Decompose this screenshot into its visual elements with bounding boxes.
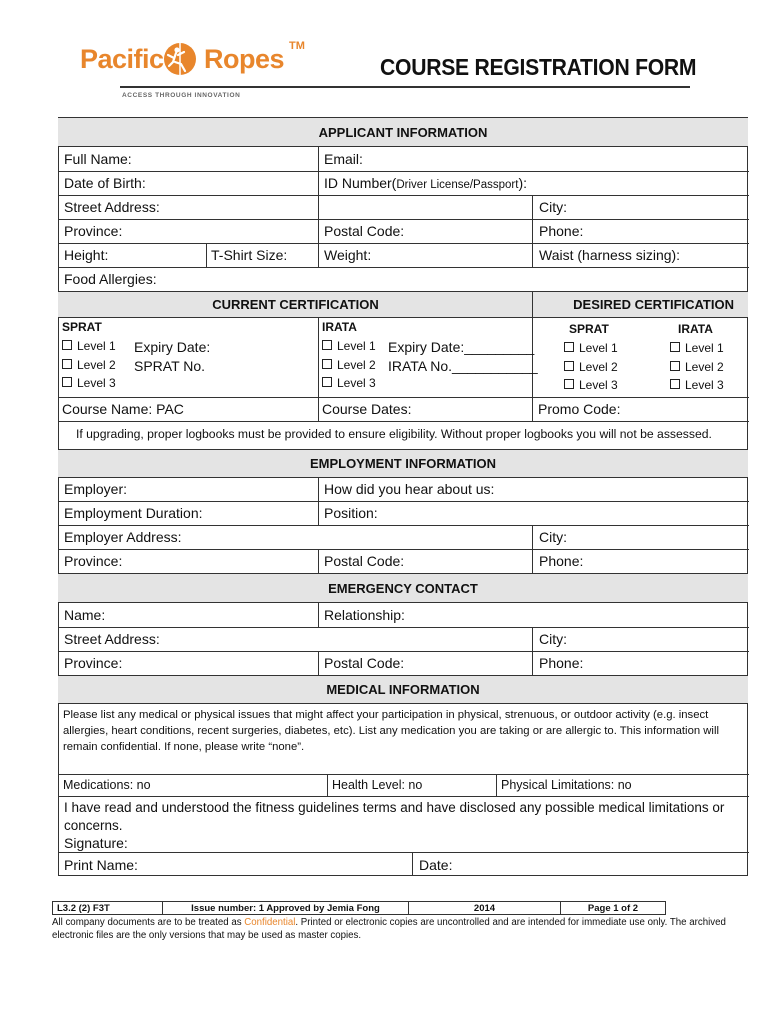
desired-sprat-level3-checkbox[interactable] — [564, 378, 618, 392]
waist-field[interactable]: Waist (harness sizing): — [539, 247, 681, 263]
medications-field[interactable]: Medications: no — [63, 778, 151, 792]
physical-limitations-field[interactable]: Physical Limitations: no — [501, 778, 632, 792]
street-address-field[interactable]: Street Address: — [64, 199, 160, 215]
applicant-heading: APPLICANT INFORMATION — [58, 118, 748, 147]
current-sprat-level3-checkbox[interactable] — [62, 376, 116, 390]
emergency-city-field[interactable]: City: — [539, 631, 567, 647]
checkbox-icon — [62, 377, 72, 387]
height-field[interactable]: Height: — [64, 247, 109, 263]
level2-label: Level 2 — [77, 358, 116, 372]
page-number: Page 1 of 2 — [587, 902, 639, 914]
emergency-relationship-field[interactable]: Relationship: — [324, 607, 405, 623]
level3-label: Level 3 — [337, 376, 376, 390]
level3-label: Level 3 — [685, 378, 724, 392]
weight-field[interactable]: Weight: — [324, 247, 372, 263]
medical-instructions: Please list any medical or physical issues that might affect your participation in physical, strenuous, or outdoor activity (e.g. insect allergies, heart conditions, recent surgeries, diabetes, etc). List any medication you are taking or are allergic to. This information will remain confidential. If none, please write “none”. — [63, 709, 719, 753]
id-number-hint: Driver License/Passport — [396, 179, 519, 191]
upgrade-note: If upgrading, proper logbooks must be provided to ensure eligibility. Without proper logbooks you will not be assessed. — [76, 427, 712, 441]
medical-heading: MEDICAL INFORMATION — [58, 675, 748, 704]
level2-label: Level 2 — [579, 360, 618, 374]
current-sprat-level1-checkbox[interactable] — [62, 339, 116, 353]
desired-irata-level2-checkbox[interactable] — [670, 360, 724, 374]
position-field[interactable]: Position: — [324, 505, 378, 521]
course-name-field[interactable]: Course Name: PAC — [62, 401, 184, 417]
province-field[interactable]: Province: — [64, 223, 123, 239]
checkbox-icon — [564, 379, 574, 389]
desired-irata-level1-checkbox[interactable] — [670, 341, 724, 355]
signature-field[interactable]: Signature: — [64, 835, 128, 851]
note-text-end: . Printed or electronic copies are uncontrolled and are intended for immediate use only. The archived electronic files are the only versions that may be used as master copies. — [52, 917, 726, 941]
checkbox-icon — [564, 342, 574, 352]
emergency-name-field[interactable]: Name: — [64, 607, 106, 623]
city-field[interactable]: City: — [539, 199, 567, 215]
checkbox-icon — [62, 359, 72, 369]
employer-field[interactable]: Employer: — [64, 481, 128, 497]
irata-expiry-date-field[interactable]: Expiry Date:_________ — [388, 339, 535, 355]
checkbox-icon — [322, 377, 332, 387]
employer-city-field[interactable]: City: — [539, 529, 567, 545]
sprat-number-field[interactable]: SPRAT No. — [134, 358, 206, 374]
desired-sprat-level2-checkbox[interactable] — [564, 360, 618, 374]
level1-label: Level 1 — [77, 339, 116, 353]
issue-number: Issue number: 1 Approved by Jemia Fong — [163, 902, 409, 914]
employer-postal-code-field[interactable]: Postal Code: — [324, 553, 405, 569]
food-allergies-field[interactable]: Food Allergies: — [64, 271, 157, 287]
issue-year: 2014 — [409, 902, 561, 914]
phone-field[interactable]: Phone: — [539, 223, 584, 239]
note-text: All company documents are to be treated as — [52, 917, 245, 928]
current-irata-level2-checkbox[interactable] — [322, 358, 376, 372]
emergency-heading: EMERGENCY CONTACT — [58, 573, 748, 603]
brand-name-pacific: Pacific — [80, 44, 164, 74]
trademark: TM — [289, 40, 305, 52]
title-divider — [120, 86, 690, 88]
employer-address-field[interactable]: Employer Address: — [64, 529, 182, 545]
id-number-end: ): — [518, 175, 527, 191]
level1-label: Level 1 — [579, 341, 618, 355]
id-number-field[interactable] — [324, 175, 527, 191]
employer-province-field[interactable]: Province: — [64, 553, 123, 569]
current-irata-level1-checkbox[interactable] — [322, 339, 376, 353]
desired-certification-heading: DESIRED CERTIFICATION — [532, 291, 748, 318]
level1-label: Level 1 — [337, 339, 376, 353]
course-dates-field[interactable]: Course Dates: — [322, 401, 412, 417]
confidential-word: Confidential — [244, 917, 296, 928]
employer-phone-field[interactable]: Phone: — [539, 553, 584, 569]
full-name-field[interactable]: Full Name: — [64, 151, 132, 167]
registration-form — [58, 117, 748, 876]
emergency-postal-code-field[interactable]: Postal Code: — [324, 655, 405, 671]
brand-tagline: ACCESS THROUGH INNOVATION — [122, 92, 241, 99]
date-field[interactable]: Date: — [419, 857, 453, 873]
desired-irata-label: IRATA — [678, 322, 713, 336]
heard-about-us-field[interactable]: How did you hear about us: — [324, 481, 495, 497]
checkbox-icon — [670, 342, 680, 352]
medical-declaration: I have read and understood the fitness guidelines terms and have disclosed any possible medical limitations or concerns. — [64, 800, 725, 833]
emergency-street-field[interactable]: Street Address: — [64, 631, 160, 647]
checkbox-icon — [62, 340, 72, 350]
health-level-field[interactable]: Health Level: no — [332, 778, 423, 792]
email-field[interactable]: Email: — [324, 151, 363, 167]
desired-irata-level3-checkbox[interactable] — [670, 378, 724, 392]
brand-name-ropes: Ropes — [204, 44, 285, 74]
current-sprat-level2-checkbox[interactable] — [62, 358, 116, 372]
postal-code-field[interactable]: Postal Code: — [324, 223, 405, 239]
promo-code-field[interactable]: Promo Code: — [538, 401, 621, 417]
checkbox-icon — [670, 361, 680, 371]
current-irata-label: IRATA — [322, 320, 357, 334]
document-control-table — [52, 901, 666, 915]
current-sprat-label: SPRAT — [62, 320, 102, 334]
level3-label: Level 3 — [579, 378, 618, 392]
desired-sprat-label: SPRAT — [569, 322, 609, 336]
emergency-phone-field[interactable]: Phone: — [539, 655, 584, 671]
sprat-expiry-date-field[interactable]: Expiry Date: — [134, 339, 211, 355]
employment-duration-field[interactable]: Employment Duration: — [64, 505, 203, 521]
id-number-label: ID Number( — [324, 175, 397, 191]
current-certification-heading: CURRENT CERTIFICATION — [58, 291, 533, 318]
emergency-province-field[interactable]: Province: — [64, 655, 123, 671]
print-name-field[interactable]: Print Name: — [64, 857, 138, 873]
doc-code: L3.2 (2) F3T — [53, 902, 163, 914]
checkbox-icon — [564, 361, 574, 371]
current-irata-level3-checkbox[interactable] — [322, 376, 376, 390]
checkbox-icon — [670, 379, 680, 389]
tshirt-size-field[interactable]: T-Shirt Size: — [211, 247, 288, 263]
level3-label: Level 3 — [77, 376, 116, 390]
level2-label: Level 2 — [337, 358, 376, 372]
checkbox-icon — [322, 359, 332, 369]
checkbox-icon — [322, 340, 332, 350]
date-of-birth-field[interactable]: Date of Birth: — [64, 175, 146, 191]
confidentiality-note — [52, 916, 742, 942]
desired-sprat-level1-checkbox[interactable] — [564, 341, 618, 355]
employment-heading: EMPLOYMENT INFORMATION — [58, 449, 748, 478]
level2-label: Level 2 — [685, 360, 724, 374]
climber-logo-icon — [163, 40, 197, 78]
level1-label: Level 1 — [685, 341, 724, 355]
irata-number-field[interactable]: IRATA No.___________ — [388, 358, 538, 374]
form-title: COURSE REGISTRATION FORM — [380, 54, 697, 80]
